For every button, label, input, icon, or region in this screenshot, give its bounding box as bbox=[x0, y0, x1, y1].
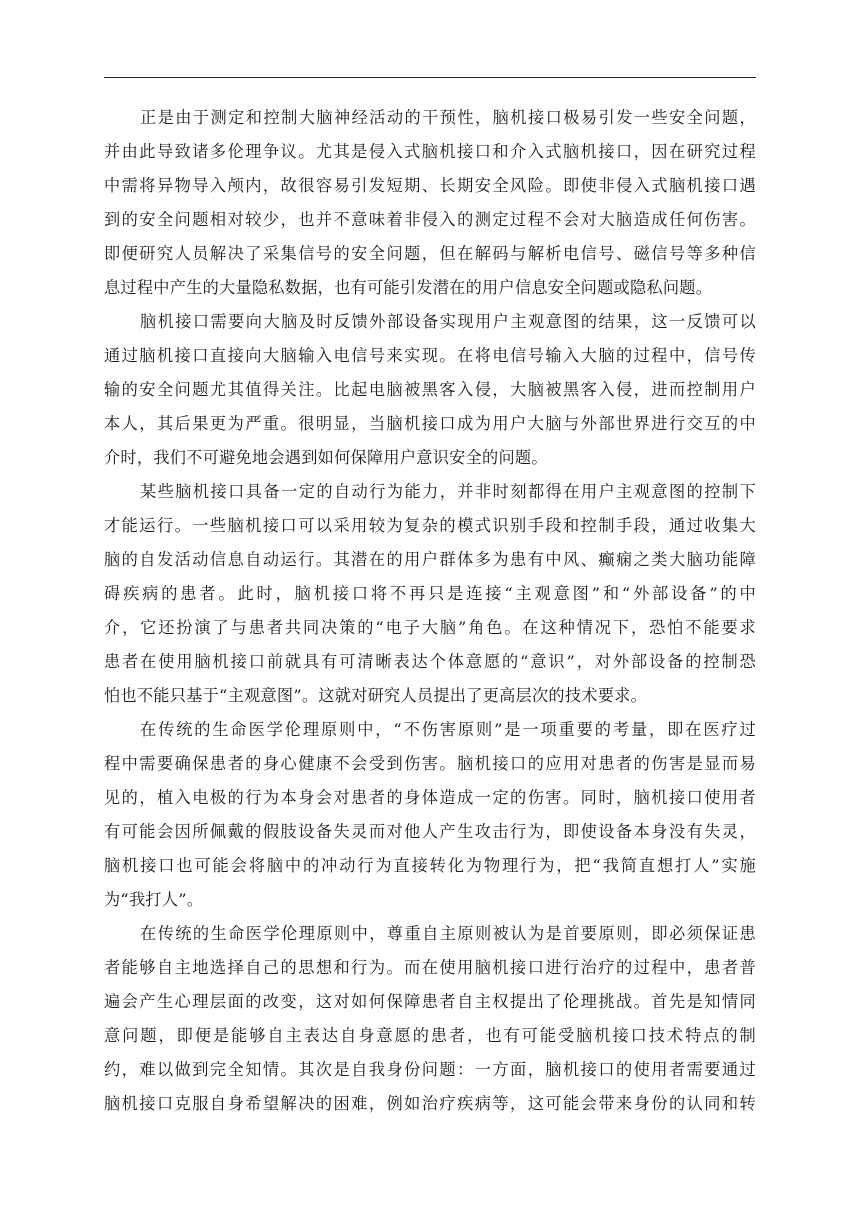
text-line bbox=[104, 509, 756, 543]
text-line-content: 约，难以做到完全知情。其次是自我身份问题：一方面，脑机接口的使用者需要通过 bbox=[104, 1060, 756, 1079]
paragraph bbox=[104, 475, 756, 713]
text-line-content: 才能运行。一些脑机接口可以采用较为复杂的模式识别手段和控制手段，通过收集大 bbox=[104, 516, 756, 535]
text-line bbox=[104, 543, 756, 577]
text-line bbox=[104, 815, 756, 849]
text-line bbox=[104, 951, 756, 985]
text-line bbox=[104, 679, 756, 713]
document-body bbox=[104, 101, 756, 1121]
text-line bbox=[104, 849, 756, 883]
text-line-content: 中需将异物导入颅内，故很容易引发短期、长期安全风险。即使非侵入式脑机接口遇 bbox=[104, 176, 756, 195]
text-line-content: 怕也不能只基于“主观意图”。这就对研究人员提出了更高层次的技术要求。 bbox=[104, 686, 648, 705]
text-line-content: 意问题，即便是能够自主表达自身意愿的患者，也有可能受脑机接口技术特点的制 bbox=[104, 1026, 756, 1045]
text-line-content: 正是由于测定和控制大脑神经活动的干预性，脑机接口极易引发一些安全问题， bbox=[140, 108, 756, 127]
text-line-content: 即便研究人员解决了采集信号的安全问题，但在解码与解析电信号、磁信号等多种信 bbox=[104, 244, 756, 263]
text-line-content: 输的安全问题尤其值得关注。比起电脑被黑客入侵，大脑被黑客入侵，进而控制用户 bbox=[104, 380, 756, 399]
text-line-content: 在传统的生命医学伦理原则中，尊重自主原则被认为是首要原则，即必须保证患 bbox=[140, 924, 756, 943]
paragraph bbox=[104, 101, 756, 305]
text-line-content: 本人，其后果更为严重。很明显，当脑机接口成为用户大脑与外部世界进行交互的中 bbox=[104, 414, 756, 433]
text-line-content: 脑机接口需要向大脑及时反馈外部设备实现用户主观意图的结果，这一反馈可以 bbox=[140, 312, 756, 331]
text-line bbox=[104, 441, 756, 475]
text-line bbox=[104, 339, 756, 373]
text-line bbox=[104, 1019, 756, 1053]
text-line-content: 脑机接口也可能会将脑中的冲动行为直接转化为物理行为，把“我简直想打人”实施 bbox=[104, 856, 756, 875]
text-line bbox=[104, 1087, 756, 1121]
paragraph bbox=[104, 917, 756, 1121]
text-line-content: 介时，我们不可避免地会遇到如何保障用户意识安全的问题。 bbox=[104, 448, 548, 467]
text-line-content: 在传统的生命医学伦理原则中，“不伤害原则”是一项重要的考量，即在医疗过 bbox=[140, 720, 756, 739]
text-line bbox=[104, 135, 756, 169]
text-line bbox=[104, 883, 756, 917]
text-line-content: 介，它还扮演了与患者共同决策的“电子大脑”角色。在这种情况下，恐怕不能要求 bbox=[104, 618, 756, 637]
text-line-content: 并由此导致诸多伦理争议。尤其是侵入式脑机接口和介入式脑机接口，因在研究过程 bbox=[104, 142, 756, 161]
text-line-content: 患者在使用脑机接口前就具有可清晰表达个体意愿的“意识”，对外部设备的控制恐 bbox=[104, 652, 756, 671]
text-line-content: 程中需要确保患者的身心健康不会受到伤害。脑机接口的应用对患者的伤害是显而易 bbox=[104, 754, 756, 773]
text-line bbox=[104, 475, 756, 509]
paragraph bbox=[104, 713, 756, 917]
text-line bbox=[104, 203, 756, 237]
paragraph bbox=[104, 305, 756, 475]
text-line-content: 遍会产生心理层面的改变，这对如何保障患者自主权提出了伦理挑战。首先是知情同 bbox=[104, 992, 756, 1011]
text-line bbox=[104, 713, 756, 747]
text-line-content: 者能够自主地选择自己的思想和行为。而在使用脑机接口进行治疗的过程中，患者普 bbox=[104, 958, 756, 977]
text-line bbox=[104, 747, 756, 781]
text-line-content: 为“我打人”。 bbox=[104, 890, 204, 909]
text-line bbox=[104, 237, 756, 271]
text-line bbox=[104, 985, 756, 1019]
text-line bbox=[104, 305, 756, 339]
text-line bbox=[104, 577, 756, 611]
text-line-content: 碍疾病的患者。此时，脑机接口将不再只是连接“主观意图”和“外部设备”的中 bbox=[104, 584, 756, 603]
text-line-content: 到的安全问题相对较少，也并不意味着非侵入的测定过程不会对大脑造成任何伤害。 bbox=[104, 210, 756, 229]
header-rule bbox=[104, 77, 756, 78]
text-line-content: 某些脑机接口具备一定的自动行为能力，并非时刻都得在用户主观意图的控制下 bbox=[140, 482, 756, 501]
text-line bbox=[104, 1053, 756, 1087]
text-line-content: 有可能会因所佩戴的假肢设备失灵而对他人产生攻击行为，即使设备本身没有失灵， bbox=[104, 822, 756, 841]
text-line bbox=[104, 271, 756, 305]
text-line-content: 见的，植入电极的行为本身会对患者的身体造成一定的伤害。同时，脑机接口使用者 bbox=[104, 788, 756, 807]
text-line bbox=[104, 781, 756, 815]
text-line-content: 脑机接口克服自身希望解决的困难，例如治疗疾病等，这可能会带来身份的认同和转 bbox=[104, 1094, 756, 1113]
text-line bbox=[104, 169, 756, 203]
text-line bbox=[104, 373, 756, 407]
text-line-content: 通过脑机接口直接向大脑输入电信号来实现。在将电信号输入大脑的过程中，信号传 bbox=[104, 346, 756, 365]
text-line bbox=[104, 407, 756, 441]
text-line-content: 脑的自发活动信息自动运行。其潜在的用户群体多为患有中风、癫痫之类大脑功能障 bbox=[104, 550, 756, 569]
text-line bbox=[104, 611, 756, 645]
text-line bbox=[104, 917, 756, 951]
text-line-content: 息过程中产生的大量隐私数据，也有可能引发潜在的用户信息安全问题或隐私问题。 bbox=[104, 278, 713, 297]
text-line bbox=[104, 645, 756, 679]
text-line bbox=[104, 101, 756, 135]
